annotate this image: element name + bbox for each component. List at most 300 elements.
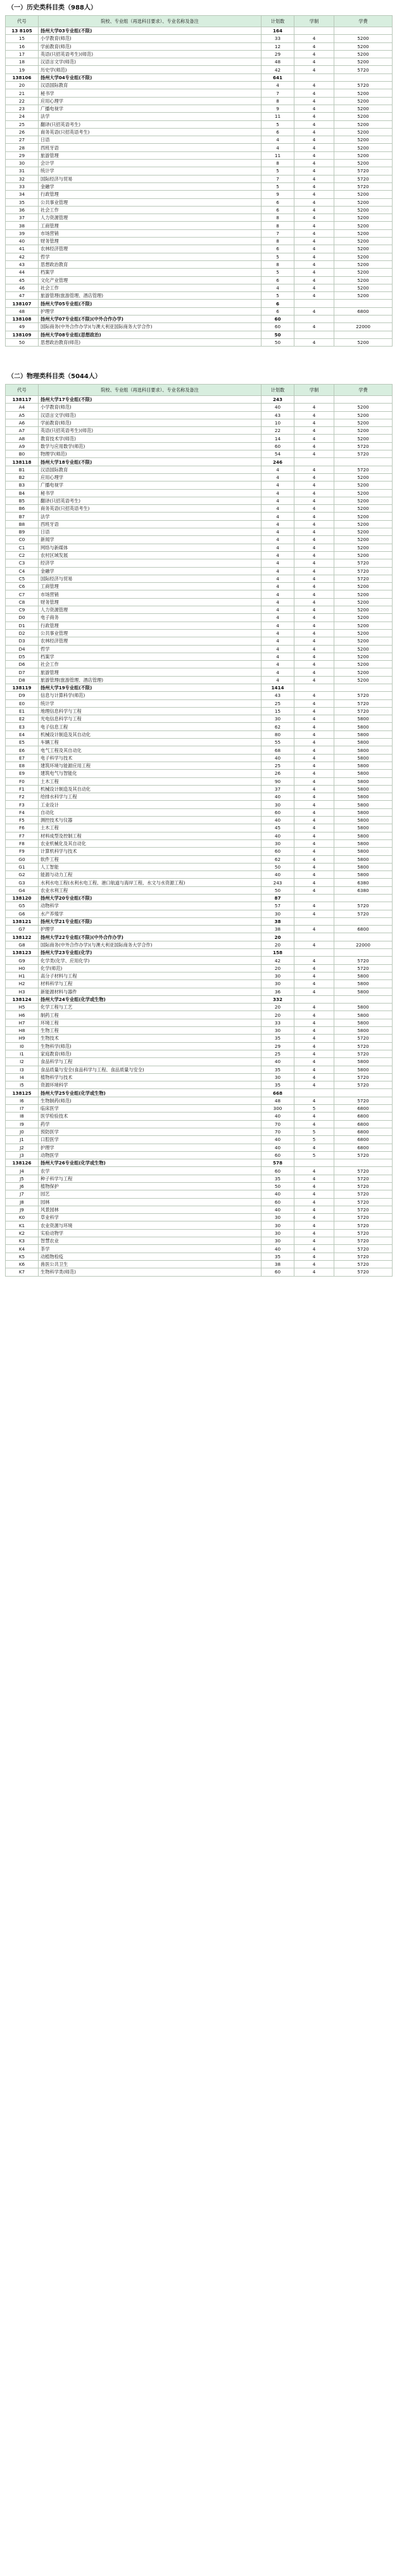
cell-years: 4 xyxy=(294,739,334,746)
cell-fee xyxy=(334,331,393,338)
cell-plan: 8 xyxy=(262,97,294,105)
table-row xyxy=(6,35,393,42)
cell-fee: 5720 xyxy=(334,1151,393,1159)
cell-years: 4 xyxy=(294,910,334,917)
cell-years: 4 xyxy=(294,411,334,419)
table-row xyxy=(6,723,393,730)
cell-fee: 5800 xyxy=(334,785,393,793)
cell-code: K3 xyxy=(6,1237,39,1245)
cell-years: 4 xyxy=(294,1229,334,1237)
cell-years: 4 xyxy=(294,1011,334,1019)
cell-code: G2 xyxy=(6,871,39,879)
cell-plan: 246 xyxy=(262,458,294,466)
header-plan: 计划数 xyxy=(262,16,294,27)
table-row xyxy=(6,824,393,832)
cell-code: 39 xyxy=(6,229,39,237)
cell-years: 4 xyxy=(294,82,334,89)
table-row xyxy=(6,1027,393,1035)
cell-years: 4 xyxy=(294,1050,334,1057)
cell-years xyxy=(294,396,334,404)
cell-name: 工商管理 xyxy=(39,222,262,229)
cell-fee: 6800 xyxy=(334,1144,393,1151)
table-row xyxy=(6,715,393,723)
cell-code: B2 xyxy=(6,473,39,481)
cell-name: 水产养殖学 xyxy=(39,910,262,917)
cell-code: 138126 xyxy=(6,1159,39,1167)
cell-code: 17 xyxy=(6,50,39,58)
cell-name: 汉语国际教育 xyxy=(39,82,262,89)
cell-plan: 243 xyxy=(262,879,294,886)
cell-code: H8 xyxy=(6,1027,39,1035)
cell-fee: 5200 xyxy=(334,245,393,253)
cell-years: 4 xyxy=(294,583,334,590)
cell-plan: 4 xyxy=(262,645,294,653)
cell-name: 法学 xyxy=(39,513,262,520)
cell-name: 人工智能 xyxy=(39,863,262,870)
cell-fee: 5800 xyxy=(334,980,393,988)
cell-plan: 30 xyxy=(262,1237,294,1245)
cell-fee xyxy=(334,1159,393,1167)
cell-code: H7 xyxy=(6,1019,39,1026)
cell-years xyxy=(294,458,334,466)
cell-code: D4 xyxy=(6,645,39,653)
cell-name: 扬州大学08专业组(思想政治) xyxy=(39,331,262,338)
cell-plan: 4 xyxy=(262,637,294,645)
cell-code: D6 xyxy=(6,661,39,668)
cell-plan: 30 xyxy=(262,910,294,917)
cell-plan: 20 xyxy=(262,1004,294,1011)
cell-code: F5 xyxy=(6,817,39,824)
cell-code: C6 xyxy=(6,583,39,590)
cell-name: 市场营销 xyxy=(39,229,262,237)
cell-code: 21 xyxy=(6,89,39,97)
cell-years: 4 xyxy=(294,120,334,128)
cell-years: 4 xyxy=(294,941,334,948)
table-row xyxy=(6,260,393,268)
table-row xyxy=(6,855,393,863)
cell-fee: 5720 xyxy=(334,692,393,699)
header-fee: 学费 xyxy=(334,16,393,27)
cell-name: 护理学 xyxy=(39,926,262,933)
table-row xyxy=(6,481,393,489)
cell-fee: 5200 xyxy=(334,50,393,58)
cell-code: C2 xyxy=(6,551,39,559)
cell-fee: 5720 xyxy=(334,559,393,567)
table-row xyxy=(6,497,393,504)
cell-plan: 40 xyxy=(262,1136,294,1144)
cell-fee: 5200 xyxy=(334,120,393,128)
table-row xyxy=(6,411,393,419)
cell-name: 智慧农业 xyxy=(39,1237,262,1245)
cell-name: 国际商务(中外合作办学)(与澳大利亚国际商务大学合作) xyxy=(39,941,262,948)
cell-plan: 5 xyxy=(262,182,294,190)
table-row xyxy=(6,949,393,957)
cell-plan: 22 xyxy=(262,427,294,435)
cell-fee: 5720 xyxy=(334,902,393,910)
cell-plan: 48 xyxy=(262,58,294,66)
table-row xyxy=(6,839,393,847)
cell-fee: 5200 xyxy=(334,427,393,435)
cell-code: 18 xyxy=(6,58,39,66)
cell-fee: 5800 xyxy=(334,817,393,824)
table-row xyxy=(6,1237,393,1245)
cell-years: 4 xyxy=(294,1120,334,1128)
cell-name: 地理信息科学与工程 xyxy=(39,707,262,715)
table-row xyxy=(6,1042,393,1050)
cell-name: 国际经济与贸易 xyxy=(39,175,262,182)
cell-plan: 6 xyxy=(262,206,294,214)
cell-name: 植物保护 xyxy=(39,1182,262,1190)
cell-fee: 22000 xyxy=(334,941,393,948)
table-row xyxy=(6,1245,393,1253)
cell-years: 4 xyxy=(294,622,334,629)
cell-years: 4 xyxy=(294,637,334,645)
cell-plan: 20 xyxy=(262,964,294,972)
cell-years: 4 xyxy=(294,253,334,260)
cell-years: 4 xyxy=(294,151,334,159)
table-row xyxy=(6,505,393,513)
cell-name: 扬州大学07专业组(不限)(中外合作办学) xyxy=(39,315,262,322)
table-row xyxy=(6,1214,393,1221)
cell-code: K0 xyxy=(6,1214,39,1221)
cell-plan: 60 xyxy=(262,848,294,855)
cell-years: 4 xyxy=(294,972,334,979)
cell-fee: 5200 xyxy=(334,513,393,520)
cell-code: J5 xyxy=(6,1175,39,1182)
table-row xyxy=(6,97,393,105)
cell-fee: 5200 xyxy=(334,338,393,346)
cell-plan: 60 xyxy=(262,315,294,322)
cell-years: 4 xyxy=(294,191,334,198)
cell-name: 土木工程 xyxy=(39,824,262,832)
table-row xyxy=(6,575,393,582)
section-title: （一）历史类科目类（988人） xyxy=(8,4,97,11)
table-row xyxy=(6,902,393,910)
cell-code: 138120 xyxy=(6,895,39,902)
table-row xyxy=(6,629,393,637)
cell-plan: 60 xyxy=(262,1167,294,1175)
cell-years: 4 xyxy=(294,160,334,167)
cell-fee: 5200 xyxy=(334,676,393,684)
cell-plan: 10 xyxy=(262,419,294,426)
cell-years: 4 xyxy=(294,1190,334,1198)
cell-name: 软件工程 xyxy=(39,855,262,863)
cell-plan: 29 xyxy=(262,50,294,58)
cell-code: G9 xyxy=(6,957,39,964)
cell-plan: 4 xyxy=(262,144,294,151)
cell-fee: 5720 xyxy=(334,1260,393,1268)
cell-name: 英语(只招英语考生)(师范) xyxy=(39,427,262,435)
cell-plan: 26 xyxy=(262,770,294,777)
cell-name: 教育技术学(师范) xyxy=(39,435,262,442)
table-row xyxy=(6,222,393,229)
cell-name: 高分子材料与工程 xyxy=(39,972,262,979)
cell-fee: 5800 xyxy=(334,770,393,777)
cell-years xyxy=(294,949,334,957)
cell-years: 4 xyxy=(294,245,334,253)
cell-fee: 5720 xyxy=(334,957,393,964)
cell-years: 4 xyxy=(294,97,334,105)
cell-fee: 5800 xyxy=(334,832,393,839)
cell-years: 4 xyxy=(294,1058,334,1066)
cell-code: A4 xyxy=(6,404,39,411)
cell-years: 4 xyxy=(294,1214,334,1221)
cell-name: 预防医学 xyxy=(39,1128,262,1135)
table-row xyxy=(6,1081,393,1089)
cell-years: 4 xyxy=(294,575,334,582)
cell-plan: 11 xyxy=(262,151,294,159)
cell-name: 翻译(只招英语考生) xyxy=(39,120,262,128)
table-row xyxy=(6,1058,393,1066)
header-code: 代号 xyxy=(6,16,39,27)
cell-plan: 40 xyxy=(262,1245,294,1253)
cell-fee: 5200 xyxy=(334,198,393,206)
cell-code: I8 xyxy=(6,1113,39,1120)
table-row xyxy=(6,879,393,886)
cell-years: 4 xyxy=(294,1027,334,1035)
cell-plan: 8 xyxy=(262,260,294,268)
cell-fee xyxy=(334,995,393,1003)
table-row xyxy=(6,1190,393,1198)
cell-name: 哲学 xyxy=(39,645,262,653)
cell-years: 4 xyxy=(294,58,334,66)
cell-fee: 5800 xyxy=(334,801,393,808)
cell-name: 扬州大学23专业组(化学) xyxy=(39,949,262,957)
cell-years: 4 xyxy=(294,450,334,458)
cell-years: 4 xyxy=(294,35,334,42)
cell-name: 种子科学与工程 xyxy=(39,1175,262,1182)
cell-plan: 60 xyxy=(262,1268,294,1276)
cell-fee: 5720 xyxy=(334,66,393,73)
cell-fee: 5200 xyxy=(334,292,393,300)
cell-name: 汉语言文学(师范) xyxy=(39,58,262,66)
cell-code: A6 xyxy=(6,419,39,426)
cell-code: B7 xyxy=(6,513,39,520)
cell-fee: 5200 xyxy=(334,544,393,551)
cell-years: 4 xyxy=(294,886,334,894)
cell-fee: 6800 xyxy=(334,1105,393,1113)
cell-code: 49 xyxy=(6,323,39,331)
cell-years: 4 xyxy=(294,105,334,112)
cell-code: 15 xyxy=(6,35,39,42)
cell-fee: 5800 xyxy=(334,972,393,979)
cell-years: 4 xyxy=(294,754,334,762)
cell-name: 应用心理学 xyxy=(39,97,262,105)
cell-years: 4 xyxy=(294,614,334,622)
cell-years: 4 xyxy=(294,206,334,214)
cell-name: 生物技术 xyxy=(39,1035,262,1042)
cell-fee: 5200 xyxy=(334,222,393,229)
table-row xyxy=(6,1144,393,1151)
cell-name: 小学教育(师范) xyxy=(39,35,262,42)
cell-code: B0 xyxy=(6,450,39,458)
table-row xyxy=(6,175,393,182)
table-row xyxy=(6,1035,393,1042)
cell-years xyxy=(294,684,334,691)
table-row xyxy=(6,1128,393,1135)
cell-plan: 641 xyxy=(262,73,294,81)
cell-fee xyxy=(334,458,393,466)
cell-code: H6 xyxy=(6,1011,39,1019)
table-row xyxy=(6,442,393,450)
cell-code: 138117 xyxy=(6,396,39,404)
cell-name: 园林 xyxy=(39,1198,262,1206)
cell-name: 化学(师范) xyxy=(39,964,262,972)
table-row xyxy=(6,66,393,73)
cell-fee: 5200 xyxy=(334,629,393,637)
cell-years: 4 xyxy=(294,505,334,513)
table-row xyxy=(6,128,393,136)
table-body xyxy=(6,27,393,347)
table-row xyxy=(6,307,393,315)
table-row xyxy=(6,284,393,291)
cell-years xyxy=(294,917,334,925)
cell-years: 4 xyxy=(294,136,334,144)
cell-name: 档案学 xyxy=(39,269,262,276)
cell-years: 4 xyxy=(294,676,334,684)
cell-plan: 90 xyxy=(262,777,294,785)
cell-fee: 5800 xyxy=(334,848,393,855)
cell-code: 38 xyxy=(6,222,39,229)
cell-plan: 4 xyxy=(262,629,294,637)
cell-years: 4 xyxy=(294,824,334,832)
cell-plan: 40 xyxy=(262,1113,294,1120)
cell-years: 4 xyxy=(294,1004,334,1011)
cell-fee: 5800 xyxy=(334,988,393,995)
header-name: 院校、专业组（再选科目要求）、专业名称及备注 xyxy=(39,16,262,27)
cell-code: C3 xyxy=(6,559,39,567)
cell-plan: 6 xyxy=(262,198,294,206)
cell-fee: 5200 xyxy=(334,191,393,198)
cell-name: 农业机械化及其自动化 xyxy=(39,839,262,847)
table-row xyxy=(6,980,393,988)
cell-name: 机械设计制造及其自动化 xyxy=(39,730,262,738)
cell-name: 环境工程 xyxy=(39,1019,262,1026)
cell-name: 人力资源管理 xyxy=(39,606,262,614)
cell-plan: 30 xyxy=(262,1027,294,1035)
cell-code: 35 xyxy=(6,198,39,206)
cell-plan: 35 xyxy=(262,1066,294,1073)
cell-code: A9 xyxy=(6,442,39,450)
cell-plan: 40 xyxy=(262,832,294,839)
cell-name: 建筑环境与能源应用工程 xyxy=(39,762,262,769)
cell-plan: 4 xyxy=(262,598,294,606)
cell-code: H9 xyxy=(6,1035,39,1042)
table-row xyxy=(6,427,393,435)
cell-code: F4 xyxy=(6,808,39,816)
cell-years: 4 xyxy=(294,988,334,995)
header-plan: 计划数 xyxy=(262,385,294,396)
cell-fee: 5800 xyxy=(334,1019,393,1026)
table-row xyxy=(6,770,393,777)
cell-name: 农村区域发展 xyxy=(39,551,262,559)
cell-fee: 5720 xyxy=(334,1206,393,1213)
cell-fee: 5720 xyxy=(334,466,393,473)
cell-fee: 5200 xyxy=(334,113,393,120)
cell-name: 学前教育(师范) xyxy=(39,42,262,50)
cell-plan: 35 xyxy=(262,1035,294,1042)
cell-code: H3 xyxy=(6,988,39,995)
table-row xyxy=(6,1113,393,1120)
cell-name: 财务管理 xyxy=(39,598,262,606)
section-physics xyxy=(5,370,392,1277)
cell-plan: 40 xyxy=(262,871,294,879)
cell-years: 4 xyxy=(294,926,334,933)
cell-fee: 5200 xyxy=(334,551,393,559)
cell-fee: 5800 xyxy=(334,1011,393,1019)
cell-plan: 40 xyxy=(262,1190,294,1198)
cell-code: J4 xyxy=(6,1167,39,1175)
table-row xyxy=(6,622,393,629)
cell-code: 28 xyxy=(6,144,39,151)
table-row xyxy=(6,544,393,551)
table-row xyxy=(6,917,393,925)
cell-fee: 5720 xyxy=(334,964,393,972)
cell-years: 4 xyxy=(294,284,334,291)
table-row xyxy=(6,777,393,785)
cell-fee: 5800 xyxy=(334,1058,393,1066)
cell-fee: 5720 xyxy=(334,1081,393,1089)
cell-name: 扬州大学24专业组(化学或生物) xyxy=(39,995,262,1003)
cell-plan: 42 xyxy=(262,957,294,964)
cell-years: 4 xyxy=(294,544,334,551)
cell-code: 19 xyxy=(6,66,39,73)
cell-code: 27 xyxy=(6,136,39,144)
cell-code: F7 xyxy=(6,832,39,839)
table-row xyxy=(6,926,393,933)
cell-plan: 43 xyxy=(262,411,294,419)
cell-code: C0 xyxy=(6,536,39,544)
cell-name: 农林经济管理 xyxy=(39,245,262,253)
cell-code: I5 xyxy=(6,1081,39,1089)
cell-plan: 15 xyxy=(262,707,294,715)
cell-fee: 5720 xyxy=(334,82,393,89)
cell-code: 29 xyxy=(6,151,39,159)
cell-name: 社会工作 xyxy=(39,284,262,291)
cell-fee: 5720 xyxy=(334,1175,393,1182)
cell-code: 16 xyxy=(6,42,39,50)
cell-plan: 38 xyxy=(262,1260,294,1268)
cell-fee: 6800 xyxy=(334,1113,393,1120)
cell-fee: 6380 xyxy=(334,879,393,886)
cell-plan: 7 xyxy=(262,89,294,97)
table-row xyxy=(6,988,393,995)
table-row xyxy=(6,871,393,879)
cell-fee: 6800 xyxy=(334,1128,393,1135)
cell-fee: 5200 xyxy=(334,404,393,411)
cell-fee: 5800 xyxy=(334,762,393,769)
cell-plan: 50 xyxy=(262,331,294,338)
cell-years: 4 xyxy=(294,1237,334,1245)
cell-fee: 5720 xyxy=(334,1245,393,1253)
cell-plan: 4 xyxy=(262,661,294,668)
table-row xyxy=(6,89,393,97)
cell-years: 4 xyxy=(294,128,334,136)
cell-name: 动物科学 xyxy=(39,902,262,910)
table-row xyxy=(6,730,393,738)
cell-years xyxy=(294,27,334,35)
cell-fee: 5200 xyxy=(334,590,393,598)
table-row xyxy=(6,762,393,769)
table-row xyxy=(6,50,393,58)
cell-years: 4 xyxy=(294,699,334,707)
table-row xyxy=(6,645,393,653)
table-row xyxy=(6,1151,393,1159)
cell-fee: 5200 xyxy=(334,419,393,426)
cell-fee: 5720 xyxy=(334,1073,393,1081)
cell-fee: 5800 xyxy=(334,715,393,723)
cell-name: 金融学 xyxy=(39,567,262,575)
